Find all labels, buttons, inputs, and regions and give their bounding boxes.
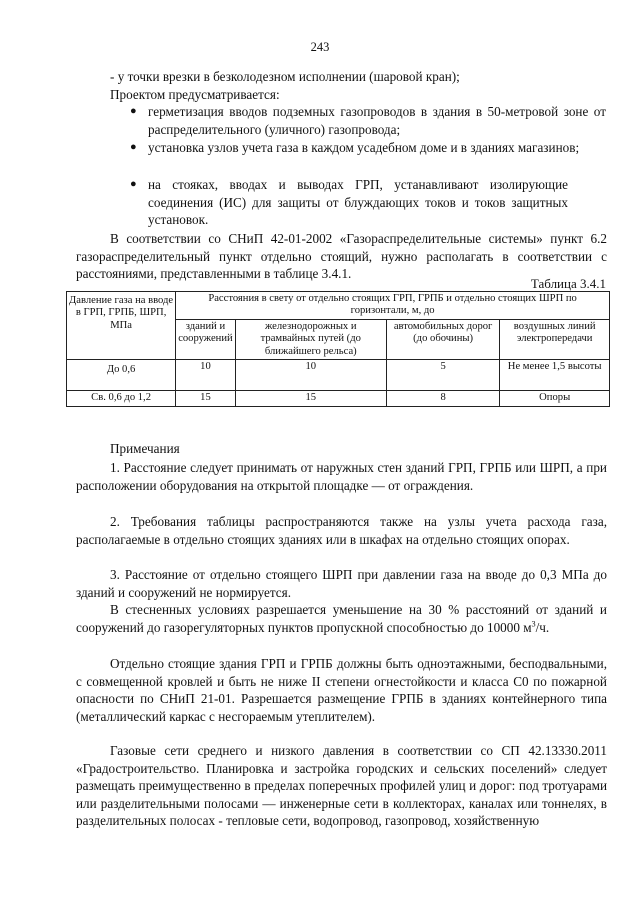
page-number: 243 [310, 40, 330, 54]
paragraph-cramped-conditions: В стесненных условиях разрешается уменьшение на 30 % расстояний от зданий и сооружений до газорегуляторных пунктов пропускной способностью до 10000 $м^3/ч$. [76, 602, 607, 635]
table-header-buildings: зданий и сооружений [176, 319, 236, 359]
table-header-power: воздушных линий электропередачи [500, 319, 610, 359]
paragraph-building-requirements: Отдельно стоящие здания ГРП и ГРПБ должны быть одноэтажными, бесподвальными, с совмещенной кровлей и быть не ниже II степени огнестойкости и класса С0 по пожарной опасности по СНиП 21-01. Разрешается размещение ГРПБ в зданиях контейнерного типа (металлический каркас с несгораемым утеплителем). [76, 656, 607, 724]
table-header-pressure: Давление газа на вводе в ГРП, ГРПБ, ШРП, МПа [67, 292, 176, 360]
bullet-item: ● установка узлов учета газа в каждом усадебном доме и в зданиях магазинов; [130, 140, 580, 155]
table-header-roads: автомобильных дорог (до обочины) [386, 319, 500, 359]
cell-buildings: 15 [176, 391, 236, 406]
bullet-dot-icon: ● [130, 105, 137, 117]
bullet-dot-icon: ● [130, 141, 137, 153]
paragraph-gas-networks: Газовые сети среднего и низкого давления в соответствии со СП 42.13330.2011 «Градостроительство. Планировка и застройка городских и сельских поселений» следует размещать преимущественно в пределах поперечных профилей улиц и дорог: под тротуарами или разделительными полосами — инженерные сети в коллекторах, каналах или тоннелях, в разделительных полосах - тепловые сети, водопровод, газопровод, хозяйственную [76, 743, 607, 829]
paragraph-snip-reference: В соответствии со СНиП 42-01-2002 «Газораспределительные системы» пункт 6.2 газораспределительный пункт отдельно стоящий, нужно располагать в соответствии с расстояниями, представленными в таблице 3.4.1. [76, 231, 607, 282]
cell-rail: 15 [235, 391, 386, 406]
bullet-item: ● герметизация вводов подземных газопроводов в здания в 50-метровой зоне от распределительного (уличного) газопровода; [130, 104, 606, 137]
bullet-dot-icon: ● [130, 178, 137, 190]
table-header-rail: железнодорожных и трамвайных путей (до ближайшего рельса) [235, 319, 386, 359]
cell-roads: 5 [386, 360, 500, 391]
cell-rail: 10 [235, 360, 386, 391]
cell-buildings: 10 [176, 360, 236, 391]
table-caption: Таблица 3.4.1 [530, 276, 606, 291]
bullet-item: ● на стояках, вводах и выводах ГРП, устанавливают изолирующие соединения (ИС) для защиты от блуждающих токов и токов защитных установок. [130, 177, 568, 228]
cell-power: Не менее 1,5 высоты [500, 360, 610, 391]
table-header-group: Расстояния в свету от отдельно стоящих ГРП, ГРПБ и отдельно стоящих ШРП по горизонтали, м, до [176, 292, 610, 320]
note-1: 1. Расстояние следует принимать от наружных стен зданий ГРП, ГРПБ или ШРП, а при расположении оборудования на открытой площадке — от ограждения. [76, 460, 607, 493]
table-row [67, 391, 610, 406]
table-row [67, 360, 610, 391]
intro-line-1: - у точки врезки в безколодезном исполнении (шаровой кран); [110, 69, 460, 84]
note-3: 3. Расстояние от отдельно стоящего ШРП при давлении газа на вводе до 0,3 МПа до зданий и сооружений не нормируется. [76, 567, 607, 600]
notes-title: Примечания [110, 441, 180, 456]
cell-pressure: До 0,6 [67, 360, 176, 391]
cell-pressure: Св. 0,6 до 1,2 [67, 391, 176, 406]
cell-roads: 8 [386, 391, 500, 406]
cell-power: Опоры [500, 391, 610, 406]
intro-line-2: Проектом предусматривается: [110, 87, 280, 102]
note-2: 2. Требования таблицы распространяются также на узлы учета расхода газа, располагаемые в отдельно стоящих зданиях или в шкафах на отдельно стоящих опорах. [76, 514, 607, 547]
distance-table [66, 291, 610, 407]
